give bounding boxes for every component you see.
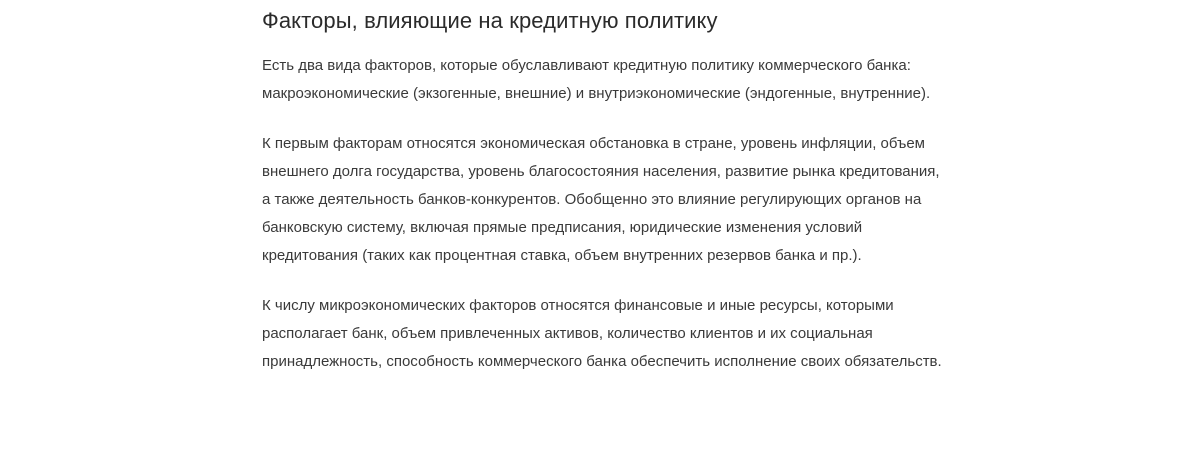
article-paragraph-1: Есть два вида факторов, которые обуславливают кредитную политику коммерческого банка: макроэкономические (экзогенные, внешние) и внутриэкономические (эндогенные, внутренние). bbox=[262, 57, 931, 102]
page-title: Факторы, влияющие на кредитную политику bbox=[262, 8, 718, 33]
article-container bbox=[262, 0, 942, 376]
article-paragraph-3: К числу микроэкономических факторов относятся финансовые и иные ресурсы, которыми располагает банк, объем привлеченных активов, количество клиентов и их социальная принадлежность, способность коммерческого банка обеспечить исполнение своих обязательств. bbox=[262, 297, 942, 370]
article-paragraph-2: К первым факторам относятся экономическая обстановка в стране, уровень инфляции, объем внешнего долга государства, уровень благосостояния населения, развитие рынка кредитования, а также деятельность банков-конкурентов. Обобщенно это влияние регулирующих органов на банковскую систему, включая прямые предписания, юридические изменения условий кредитования (таких как процентная ставка, объем внутренних резервов банка и пр.). bbox=[262, 135, 940, 264]
